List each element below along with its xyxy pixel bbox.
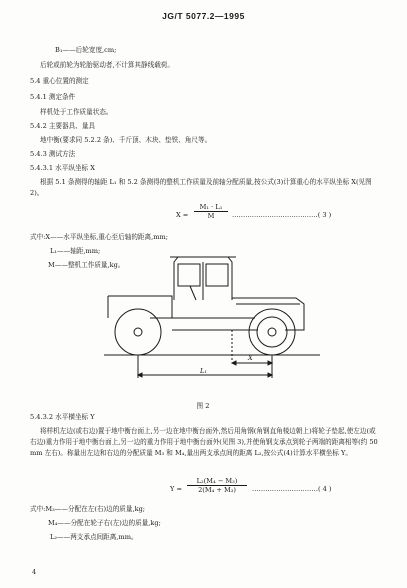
front-frame xyxy=(108,296,172,318)
rear-wheel-rim xyxy=(257,317,287,347)
where-m: M——整机工作质量,kg。 xyxy=(48,261,125,269)
where-m4: M₄——分配在轮子右(左)边的质量,kg; xyxy=(48,519,161,527)
section-5-4-3-2-heading: 5.4.3.2 水平横坐标 Y xyxy=(30,413,95,421)
where-l2: L₂——两支承点间距离,mm。 xyxy=(50,533,138,541)
formula-3-number: …………………………………( 3 ) xyxy=(232,211,332,219)
steering-column xyxy=(190,286,196,300)
formula-4-fraction xyxy=(187,477,247,494)
section-5-4-1-heading: 5.4.1 测定条件 xyxy=(30,93,76,101)
paragraph-formula-3: 根据 5.1 条测得的轴距 L₁ 和 5.2 条测得的整机工作质量及前轴分配质量,按公式(3)计算重心的水平纵坐标 X(见图 2)。 xyxy=(30,178,372,197)
condition-text: 样机处于工作质量状态。 xyxy=(40,108,113,116)
where-x: 式中:X——水平纵坐标,重心至后轴的距离,mm; xyxy=(30,233,168,241)
rear-wheel-hub xyxy=(268,328,276,336)
b1-definition: B₁——后轮宽度,cm; xyxy=(55,46,117,54)
equipment-text: 地中衡(要求同 5.2.2 条)、千斤顶、木块、垫铁、角尺等。 xyxy=(40,136,212,144)
formula-3-lhs: X = xyxy=(176,211,189,219)
formula-4-number: …………………………( 4 ) xyxy=(252,485,332,493)
standard-code-header: JG/T 5077.2—1995 xyxy=(162,11,245,21)
cab-window-right xyxy=(206,264,228,286)
where-m3: 式中:M₃——分配在左(右)边的质量,kg; xyxy=(30,505,146,513)
formula-3-numerator: M₁ · L₁ xyxy=(194,203,228,212)
figure-caption: 图 2 xyxy=(196,402,210,410)
rear-wheel xyxy=(249,309,295,355)
rear-body xyxy=(232,298,304,330)
cab-window-left xyxy=(178,264,200,286)
figure-label-l1: L₁ xyxy=(200,367,208,375)
page-number: 4 xyxy=(32,568,37,576)
formula-4-numerator: L₂(M₄ − M₃) xyxy=(187,477,247,486)
where-l1: L₁——轴距,mm; xyxy=(50,247,101,255)
section-5-4-heading: 5.4 重心位置的测定 xyxy=(30,77,89,85)
section-5-4-2-heading: 5.4.2 主要器具、量具 xyxy=(30,122,96,130)
formula-4-denominator: 2(M₄ + M₃) xyxy=(198,486,236,494)
section-5-4-3-1-heading: 5.4.3.1 水平纵坐标 X xyxy=(30,164,95,172)
rear-wheel-rule: 后轮或前轮为轮胎驱动者,不计算其静线载荷。 xyxy=(40,61,174,69)
paragraph-formula-4: 将样机左边(或右边)置于地中衡台面上,另一边在地中衡台面外,然后用角钢(角钢直角棱边朝上)将轮子垫起,使左边(或右边)重力作用于地中衡台面上,另一边的重力作用于地中衡台面外(见图 3),并使角钢支承点到轮子两端的距离相等(约 50 mm 左右)。称量出左边和右边的分配质量 M₃ 和 M₄,量出两支承点间的距离 L₂,按公式(4)计算水平横坐标 Y。 xyxy=(30,427,378,457)
formula-4-lhs: Y = xyxy=(170,485,182,493)
front-drum xyxy=(115,309,161,355)
front-drum-hub xyxy=(134,328,142,336)
figure-label-x: X xyxy=(248,354,253,362)
formula-3-denominator: M xyxy=(207,212,215,220)
section-5-4-3-heading: 5.4.3 测试方法 xyxy=(30,150,76,158)
